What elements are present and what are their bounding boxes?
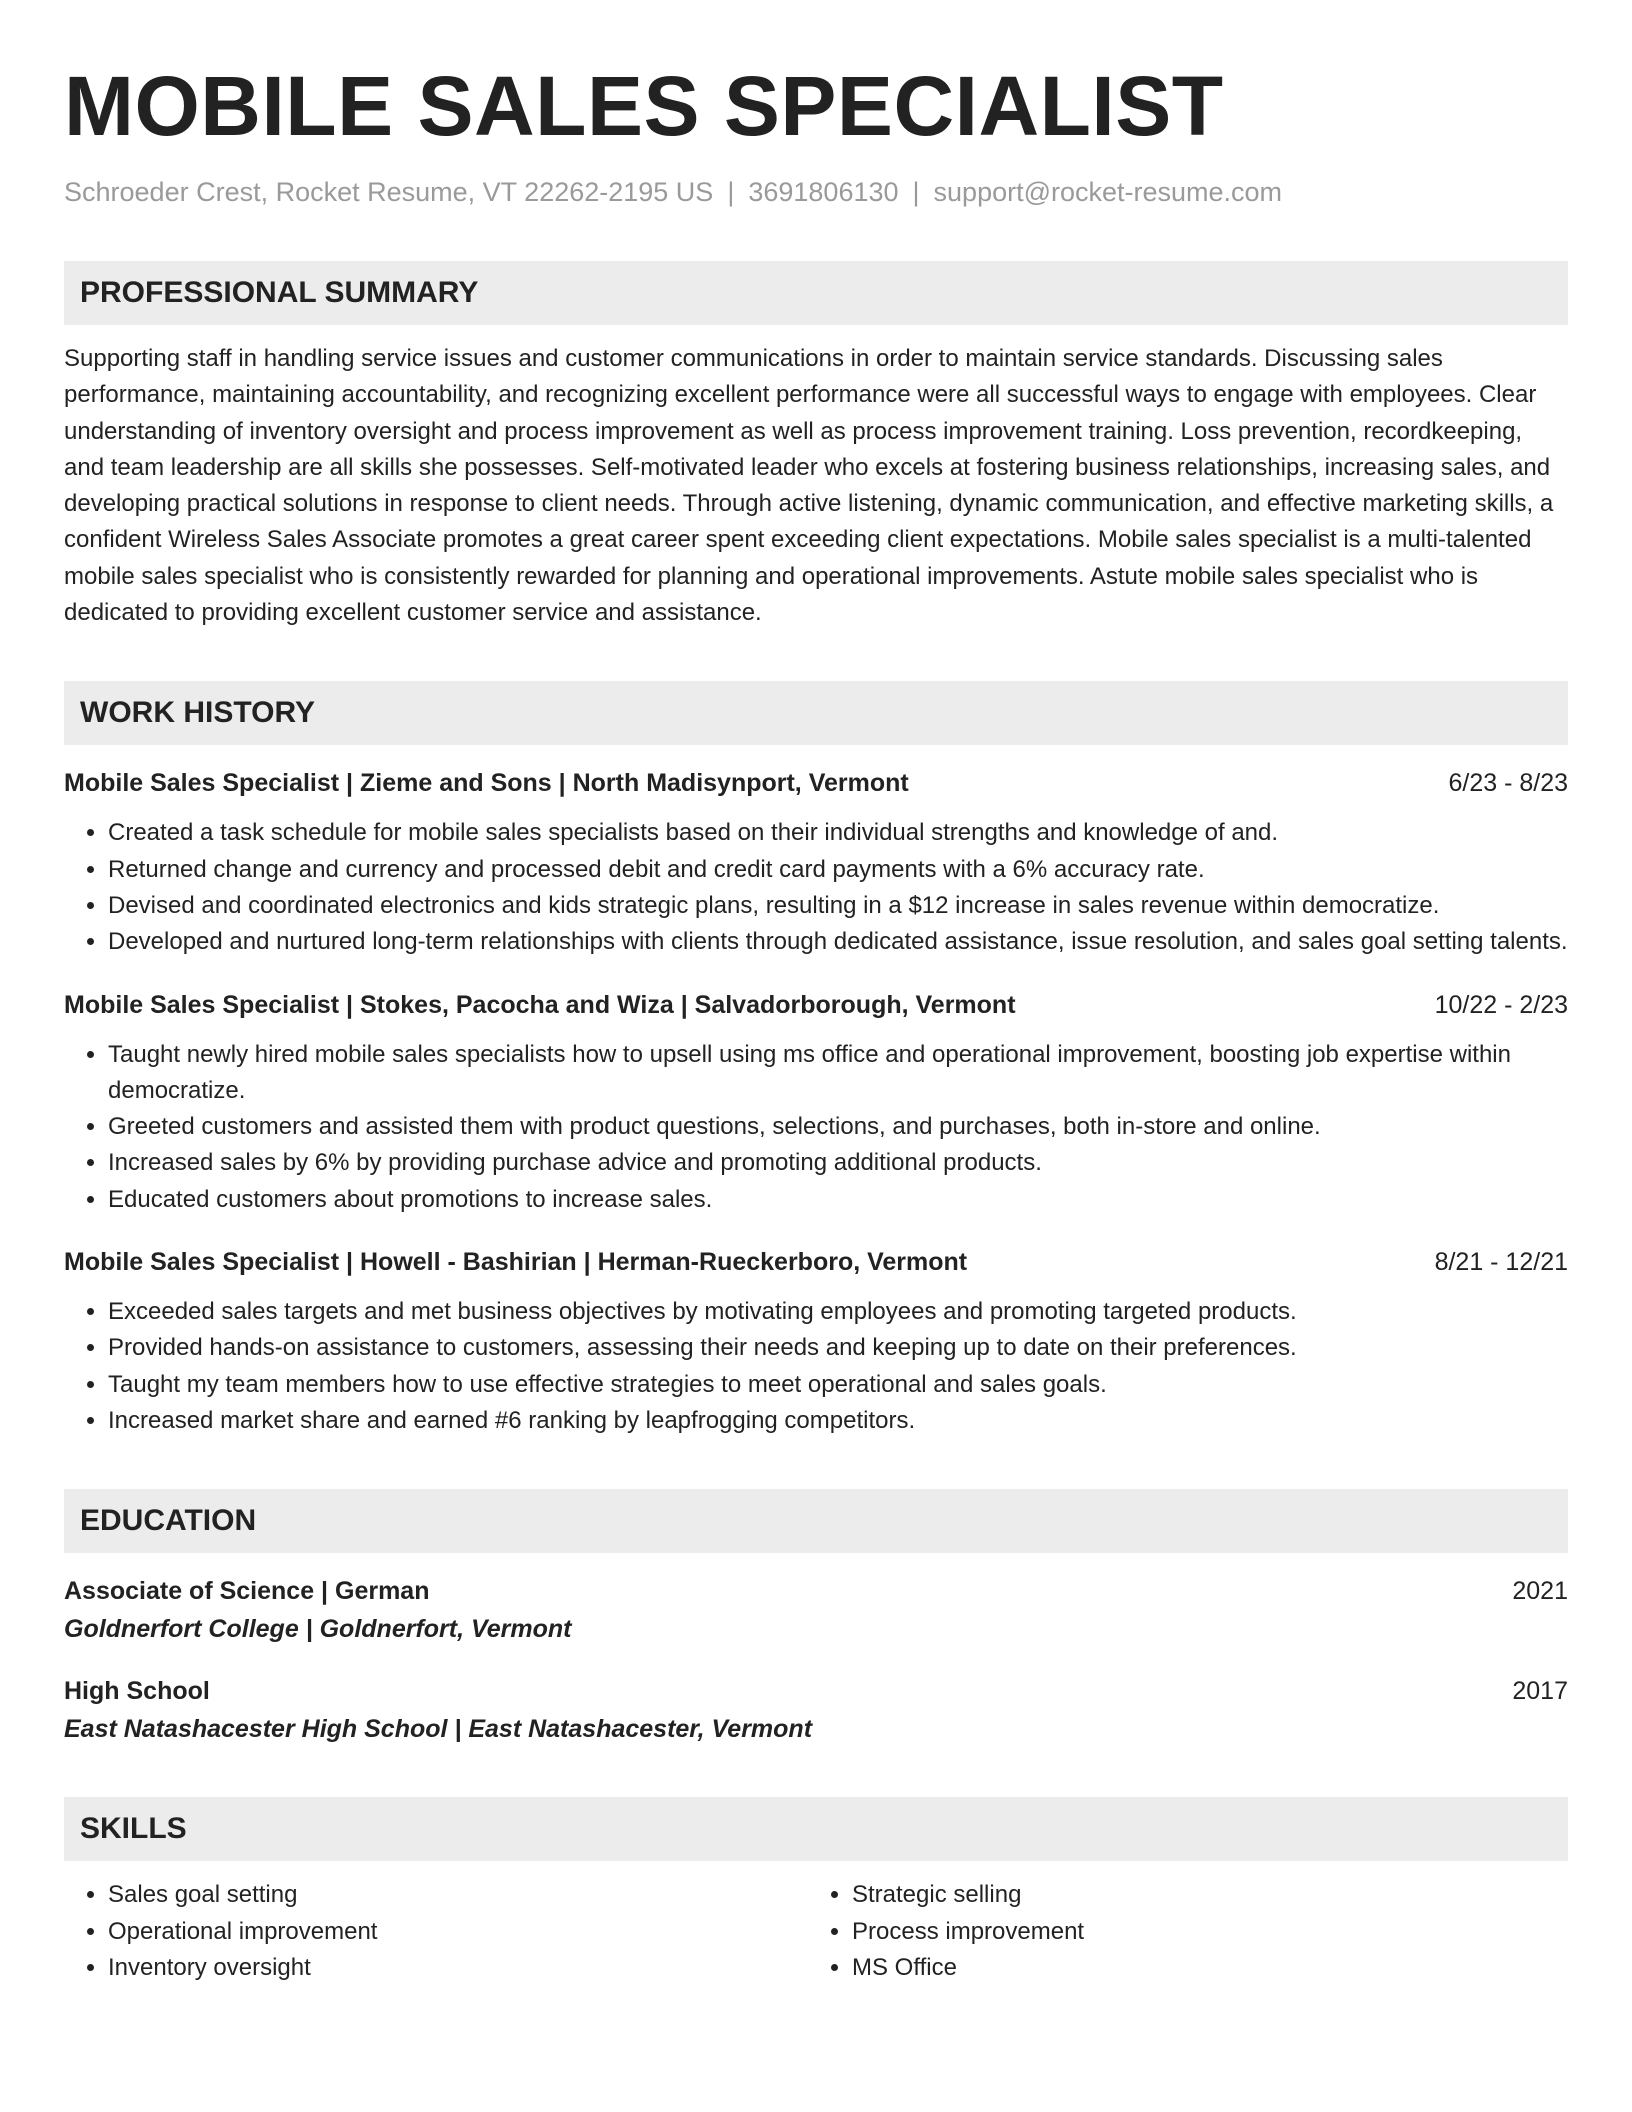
job-entry	[64, 987, 1568, 1218]
contact-line	[64, 174, 1568, 210]
job-bullets	[64, 815, 1568, 960]
contact-separator: |	[912, 177, 920, 207]
job-bullet: • Returned change and currency and processed debit and credit card payments with a 6% accuracy rate.	[108, 852, 1568, 888]
job-bullet: • Devised and coordinated electronics and kids strategic plans, resulting in a $12 increase in sales revenue within democratize.	[108, 888, 1568, 924]
skills-column-left	[64, 1877, 808, 1986]
job-dates: 6/23 - 8/23	[1448, 769, 1568, 798]
candidate-name: MOBILE SALES SPECIALIST	[64, 59, 1224, 153]
summary-heading: PROFESSIONAL SUMMARY	[64, 261, 1568, 325]
job-title: Mobile Sales Specialist | Howell - Bashirian | Herman-Rueckerboro, Vermont	[64, 1248, 968, 1277]
job-bullet: • Exceeded sales targets and met business objectives by motivating employees and promoting targeted products.	[108, 1294, 1568, 1330]
skills-column-right	[808, 1877, 1552, 1986]
summary-text: Supporting staff in handling service issues and customer communications in order to maintain service standards. Discussing sales performance, maintaining accountability, and recognizing excellent performance were all successful ways to engage with employees. Clear understanding of inventory oversight and process improvement as well as process improvement training. Loss prevention, recordkeeping, and team leadership are all skills she possesses. Self-motivated leader who excels at fostering business relationships, increasing sales, and developing practical solutions in response to client needs. Through active listening, dynamic communication, and effective marketing skills, a confident Wireless Sales Associate promotes a great career spent exceeding client expectations. Mobile sales specialist is a multi-talented mobile sales specialist who is consistently rewarded for planning and operational improvements. Astute mobile sales specialist who is dedicated to providing excellent customer service and assistance.	[64, 345, 1554, 627]
education-degree: High School	[64, 1677, 210, 1706]
contact-separator: |	[727, 177, 735, 207]
job-bullets	[64, 1037, 1568, 1218]
job-title: Mobile Sales Specialist | Stokes, Pacocha and Wiza | Salvadorborough, Vermont	[64, 990, 1016, 1019]
job-bullet: • Taught newly hired mobile sales specialists how to upsell using ms office and operational improvement, boosting job expertise within democratize.	[108, 1037, 1568, 1110]
education-year: 2017	[1512, 1677, 1568, 1706]
job-dates: 10/22 - 2/23	[1434, 990, 1568, 1019]
skill-item: • Process improvement	[852, 1914, 1552, 1950]
skill-item: • Strategic selling	[852, 1877, 1552, 1913]
skill-item: • MS Office	[852, 1950, 1552, 1986]
job-dates: 8/21 - 12/21	[1434, 1248, 1568, 1277]
job-bullet: • Increased sales by 6% by providing purchase advice and promoting additional products.	[108, 1145, 1568, 1181]
education-entry	[64, 1573, 1568, 1647]
education-degree: Associate of Science | German	[64, 1577, 430, 1606]
job-bullet: • Developed and nurtured long-term relationships with clients through dedicated assistance, issue resolution, and sales goal setting talents.	[108, 924, 1568, 960]
job-bullet: • Increased market share and earned #6 ranking by leapfrogging competitors.	[108, 1403, 1568, 1439]
education-entry	[64, 1673, 1568, 1747]
education-school: East Natashacester High School | East Natashacester, Vermont	[64, 1715, 813, 1744]
skill-item: • Operational improvement	[108, 1914, 808, 1950]
job-entry	[64, 1244, 1568, 1439]
education-school: Goldnerfort College | Goldnerfort, Vermont	[64, 1615, 572, 1644]
job-bullet: • Greeted customers and assisted them with product questions, selections, and purchases, both in-store and online.	[108, 1109, 1568, 1145]
contact-phone: 3691806130	[748, 177, 899, 207]
skills-heading: SKILLS	[64, 1797, 1568, 1861]
education-heading: EDUCATION	[64, 1489, 1568, 1553]
education-year: 2021	[1512, 1577, 1568, 1606]
contact-address: Schroeder Crest, Rocket Resume, VT 22262-2195 US	[64, 177, 714, 207]
work-history-heading: WORK HISTORY	[64, 681, 1568, 745]
skill-item: • Sales goal setting	[108, 1877, 808, 1913]
job-entry	[64, 765, 1568, 960]
job-bullet: • Created a task schedule for mobile sales specialists based on their individual strengths and knowledge of and.	[108, 815, 1568, 851]
skills-list	[64, 1877, 1568, 1986]
job-title: Mobile Sales Specialist | Zieme and Sons | North Madisynport, Vermont	[64, 769, 909, 798]
contact-email: support@rocket-resume.com	[933, 177, 1283, 207]
job-bullets	[64, 1294, 1568, 1439]
skill-item: • Inventory oversight	[108, 1950, 808, 1986]
job-bullet: • Provided hands-on assistance to customers, assessing their needs and keeping up to date on their preferences.	[108, 1330, 1568, 1366]
job-bullet: • Educated customers about promotions to increase sales.	[108, 1182, 1568, 1218]
job-bullet: • Taught my team members how to use effective strategies to meet operational and sales goals.	[108, 1367, 1568, 1403]
